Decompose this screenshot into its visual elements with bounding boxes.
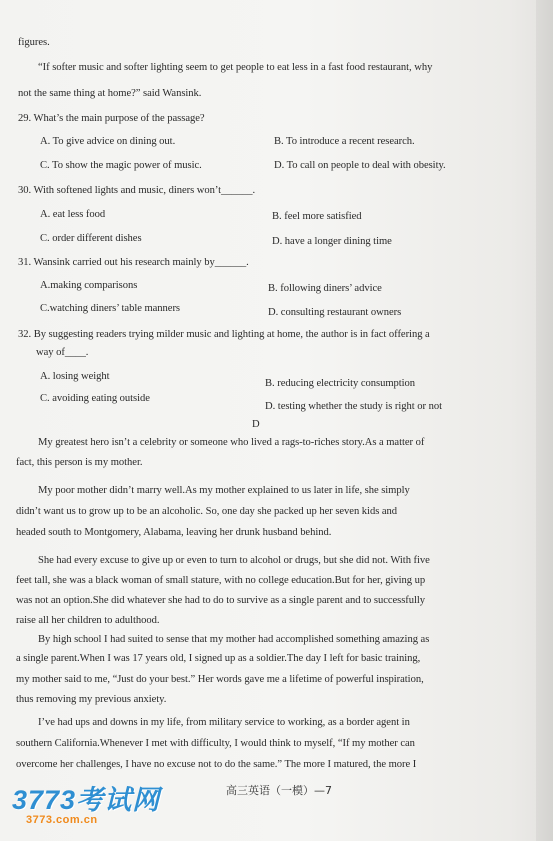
option-29-c: C. To show the magic power of music. (40, 160, 202, 171)
page-footer: 高三英语（一模）—7 (226, 784, 332, 797)
passage-line: was not an option.She did whatever she had to do to survive as a single parent and to successfully (16, 595, 426, 606)
passage-line: thus removing my previous anxiety. (16, 694, 167, 705)
option-32-d: D. testing whether the study is right or not (265, 401, 442, 412)
option-30-a: A. eat less food (40, 209, 106, 220)
passage-line: headed south to Montgomery, Alabama, leaving her drunk husband behind. (16, 527, 332, 538)
passage-line: my mother said to me, “Just do your best.” Her words gave me a lifetime of powerful inspiration, (16, 674, 424, 685)
text-line: not the same thing at home?” said Wansink. (18, 88, 202, 99)
watermark-site-url: 3773.com.cn (26, 814, 98, 826)
option-32-c: C. avoiding eating outside (40, 393, 150, 404)
passage-line: My greatest hero isn’t a celebrity or someone who lived a rags-to-riches story.As a matter of (38, 437, 425, 448)
option-31-d: D. consulting restaurant owners (268, 307, 402, 318)
option-31-a: A.making comparisons (40, 280, 138, 291)
passage-line: southern California.Whenever I met with difficulty, I would think to myself, “If my mother can (16, 738, 415, 749)
option-31-c: C.watching diners’ table manners (40, 303, 180, 314)
question-32: 32. By suggesting readers trying milder music and lighting at home, the author is in fact offering a (18, 329, 430, 340)
option-29-d: D. To call on people to deal with obesity. (274, 160, 446, 171)
option-30-c: C. order different dishes (40, 233, 142, 244)
passage-line: She had every excuse to give up or even to turn to alcohol or drugs, but she did not. With five (38, 555, 430, 566)
passage-line: overcome her challenges, I have no excuse not to do the same.” The more I matured, the more I (16, 759, 417, 770)
adjacent-page-edge (536, 0, 553, 841)
option-29-a: A. To give advice on dining out. (40, 136, 176, 147)
passage-line: My poor mother didn’t marry well.As my mother explained to us later in life, she simply (38, 485, 410, 496)
passage-line: raise all her children to adulthood. (16, 615, 160, 626)
site-watermark-logo (12, 778, 182, 834)
text-line: figures. (18, 37, 50, 48)
option-31-b: B. following diners’ advice (268, 283, 382, 294)
option-30-d: D. have a longer dining time (272, 236, 392, 247)
option-30-b: B. feel more satisfied (272, 211, 362, 222)
option-32-b: B. reducing electricity consumption (265, 378, 416, 389)
passage-line: feet tall, she was a black woman of small stature, with no college education.But for her, giving up (16, 575, 426, 586)
passage-line: fact, this person is my mother. (16, 457, 143, 468)
section-heading-d: D (252, 419, 260, 430)
text-line: “If softer music and softer lighting seem to get people to eat less in a fast food restaurant, why (38, 62, 433, 73)
question-32-cont: way of____. (36, 347, 89, 358)
question-31: 31. Wansink carried out his research mainly by______. (18, 257, 249, 268)
question-29: 29. What’s the main purpose of the passage? (18, 113, 205, 124)
question-30: 30. With softened lights and music, diners won’t______. (18, 185, 256, 196)
watermark-logo-text: 3773考试网 (12, 785, 161, 815)
passage-line: By high school I had suited to sense that my mother had accomplished something amazing as (38, 634, 430, 645)
option-32-a: A. losing weight (40, 371, 110, 382)
passage-line: a single parent.When I was 17 years old, I signed up as a soldier.The day I left for basic training, (16, 653, 421, 664)
passage-line: didn’t want us to grow up to be an alcoholic. So, one day she packed up her seven kids and (16, 506, 398, 517)
passage-line: I’ve had ups and downs in my life, from military service to working, as a border agent in (38, 717, 410, 728)
option-29-b: B. To introduce a recent research. (274, 136, 415, 147)
